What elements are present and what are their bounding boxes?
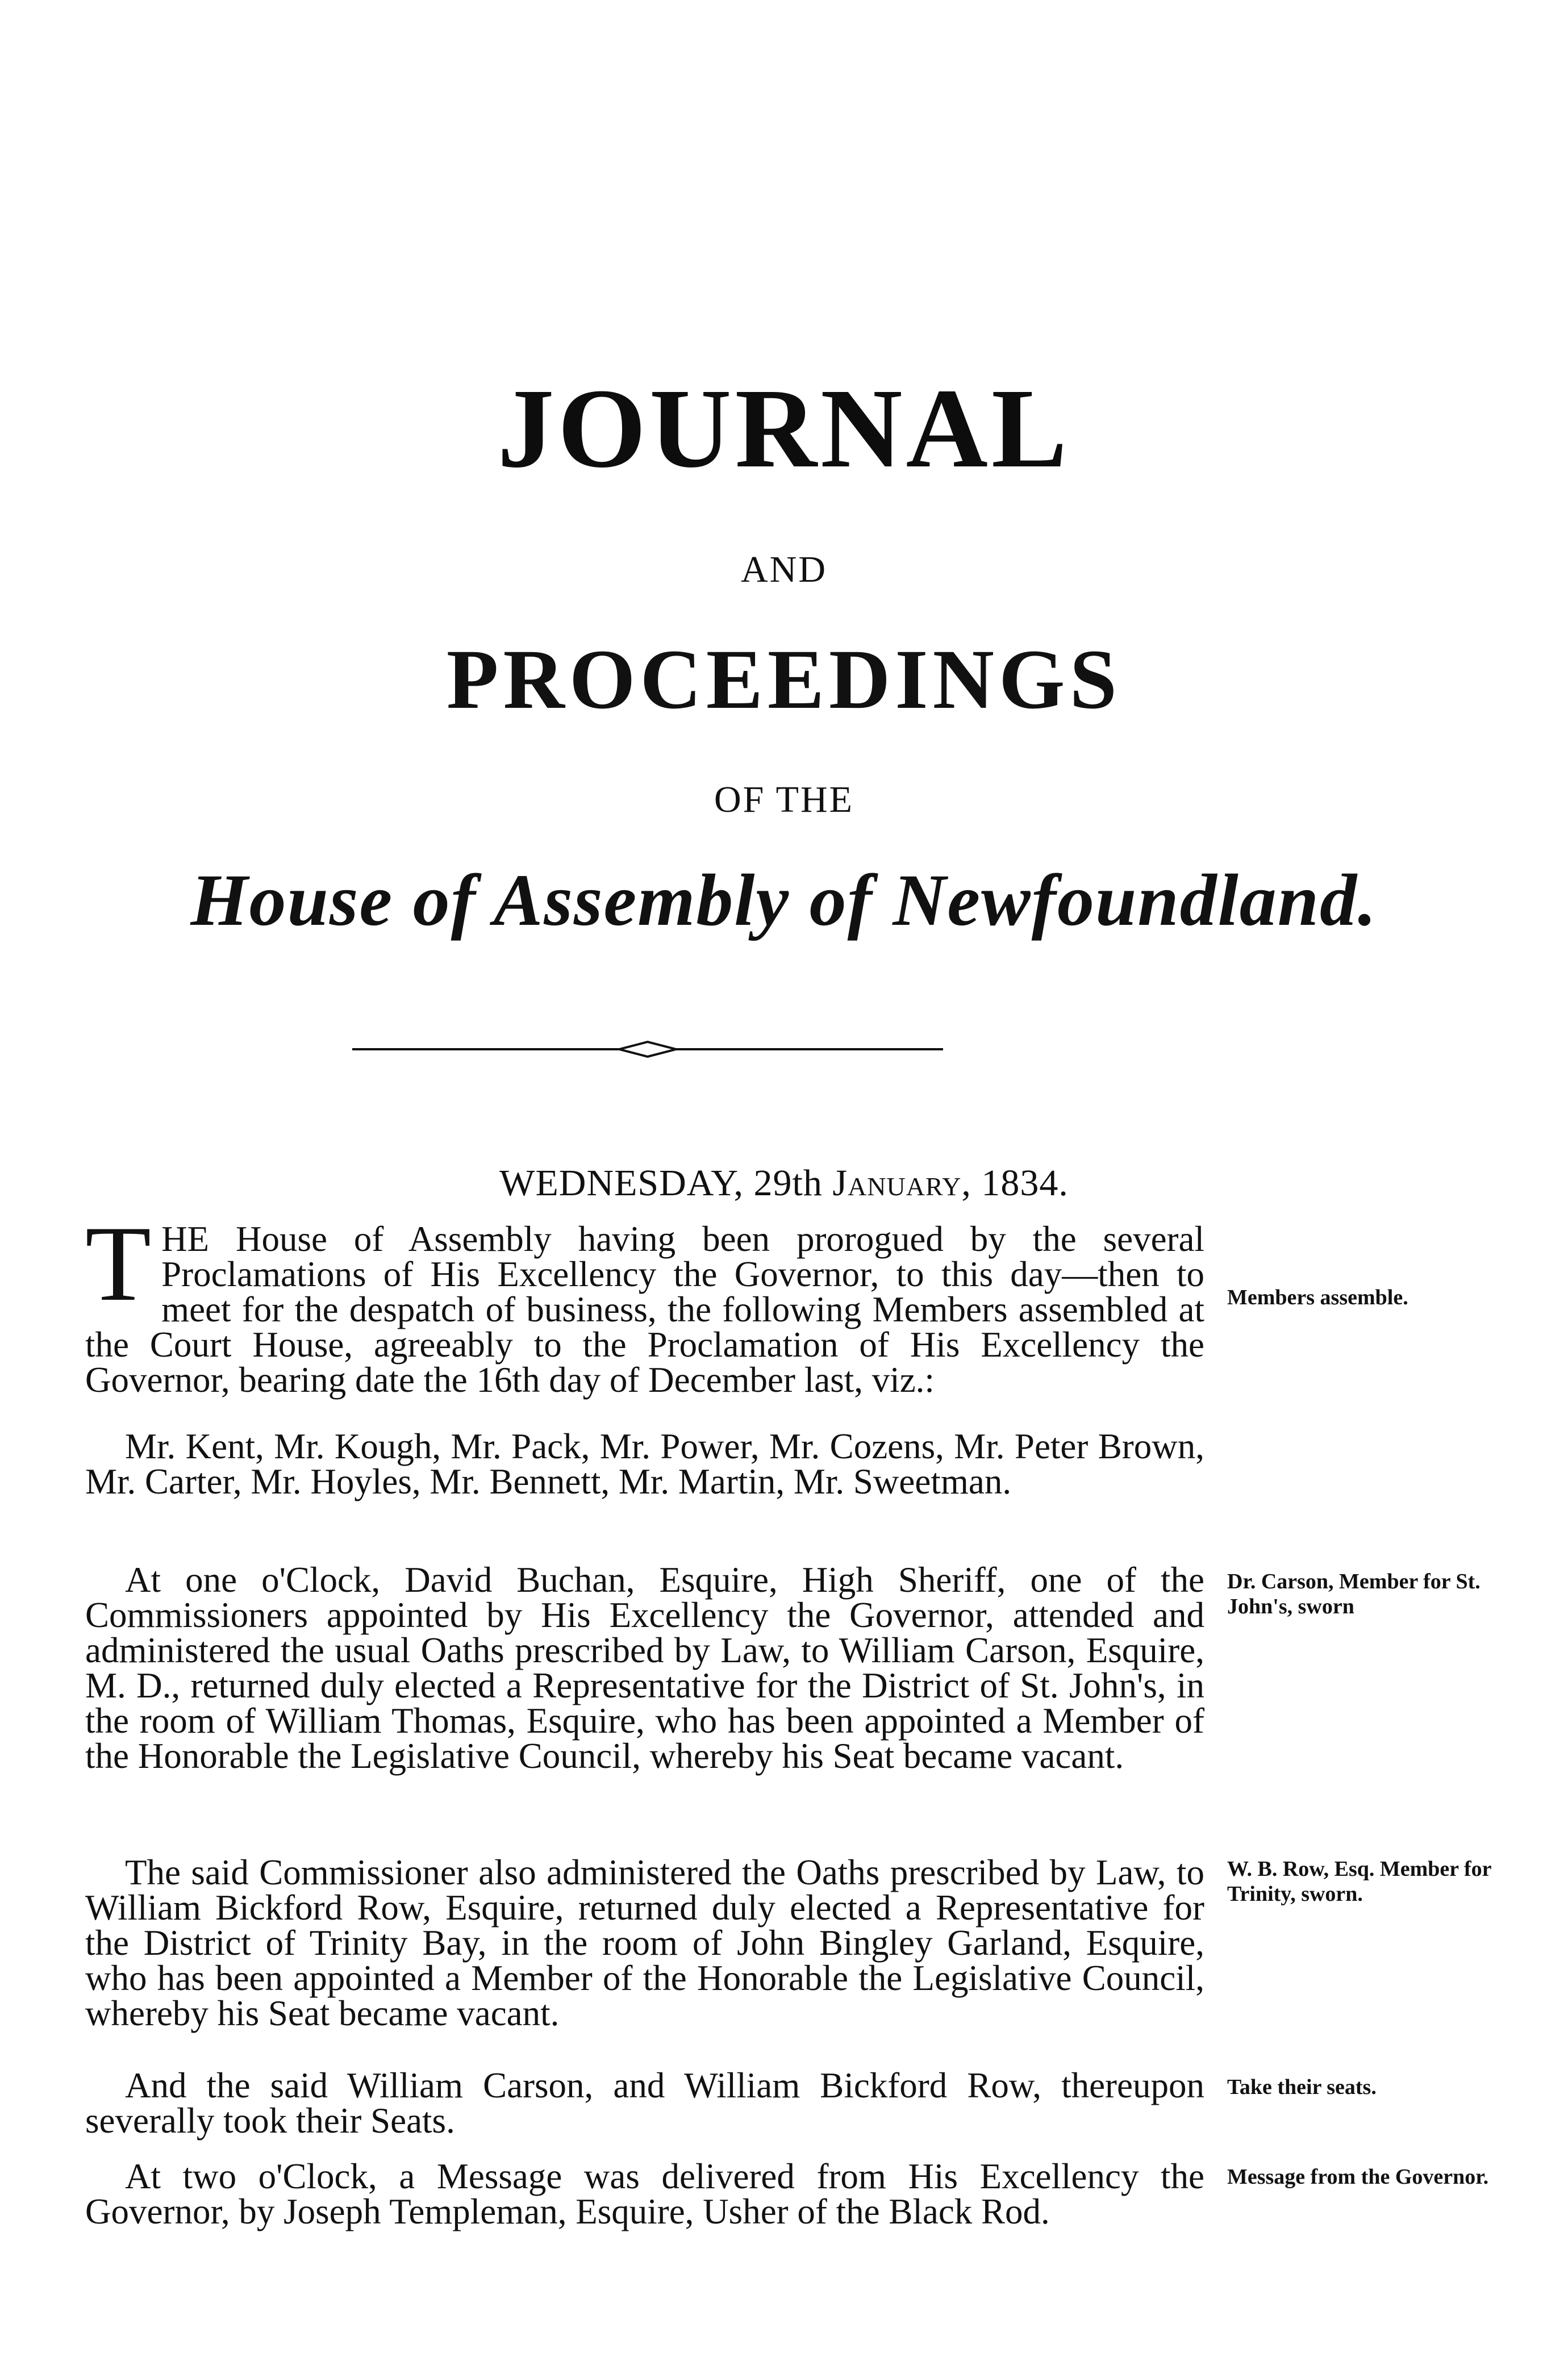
paragraph-members-assemble (85, 1204, 1204, 1400)
paragraph-message (85, 2156, 1204, 2231)
date-heading (0, 1162, 1568, 1205)
paragraph-text: HE House of Assembly having been prorogued by the several Proclamations of His Excellency the Governor, to this day—then to meet for the despatch of business, the following Members assembled at the Court House, agreeably to the Proclamation of His Excellency the Governor, bearing date the 16th day of December last, viz.: (85, 1219, 1204, 1400)
margin-note-message: Message from the Governor. (1227, 2165, 1489, 2189)
title-of-the: OF THE (714, 779, 854, 820)
paragraph-text: Mr. Kent, Mr. Kough, Mr. Pack, Mr. Power, Mr. Cozens, Mr. Peter Brown, Mr. Carter, Mr. Hoyles, Mr. Bennett, Mr. Martin, Mr. Sweetman. (85, 1426, 1204, 1501)
paragraph-member-list (85, 1426, 1204, 1501)
margin-note-carson-sworn: Dr. Carson, Member for St. John's, sworn (1227, 1570, 1481, 1618)
paragraph-row-sworn (85, 1855, 1204, 2031)
title-and: AND (741, 549, 827, 590)
paragraph-text: The said Commissioner also administered the Oaths prescribed by Law, to William Bickford Row, Esquire, returned duly elected a Representative for the District of Trinity Bay, in the room of John Bingley Garland, Esquire, who has been appointed a Member of the Honorable the Legislative Council, whereby his Seat became vacant. (85, 1853, 1204, 2033)
title-journal: JOURNAL (497, 366, 1071, 491)
drop-cap: T (85, 1204, 152, 1324)
paragraph-take-seats (85, 2066, 1204, 2141)
paragraph-text: And the said William Carson, and William Bickford Row, thereupon severally took their Seats. (85, 2066, 1204, 2141)
paragraph-text: At one o'Clock, David Buchan, Esquire, High Sheriff, one of the Commissioners appointed by His Excellency the Governor, attended and administered the usual Oaths prescribed by Law, to William Carson, Esquire, M. D., returned duly elected a Representative for the District of St. John's, in the room of William Thomas, Esquire, who has been appointed a Member of the Honorable the Legislative Council, whereby his Seat became vacant. (85, 1560, 1204, 1776)
title-proceedings: PROCEEDINGS (446, 632, 1122, 727)
date-weekday-day: WEDNESDAY, 29th (499, 1162, 823, 1204)
title-house-of-assembly: House of Assembly of Newfoundland. (190, 860, 1378, 941)
date-month: January (832, 1162, 962, 1204)
paragraph-carson-sworn (85, 1562, 1204, 1774)
margin-note-members-assemble: Members assemble. (1227, 1286, 1408, 1309)
margin-note-take-seats: Take their seats. (1227, 2075, 1377, 2099)
paragraph-text: At two o'Clock, a Message was delivered from His Excellency the Governor, by Joseph Templeman, Esquire, Usher of the Black Rod. (85, 2156, 1204, 2231)
margin-note-row-sworn: W. B. Row, Esq. Member for Trinity, sworn. (1227, 1857, 1491, 1906)
ornamental-rule (352, 1041, 943, 1058)
date-year: , 1834. (961, 1162, 1069, 1204)
